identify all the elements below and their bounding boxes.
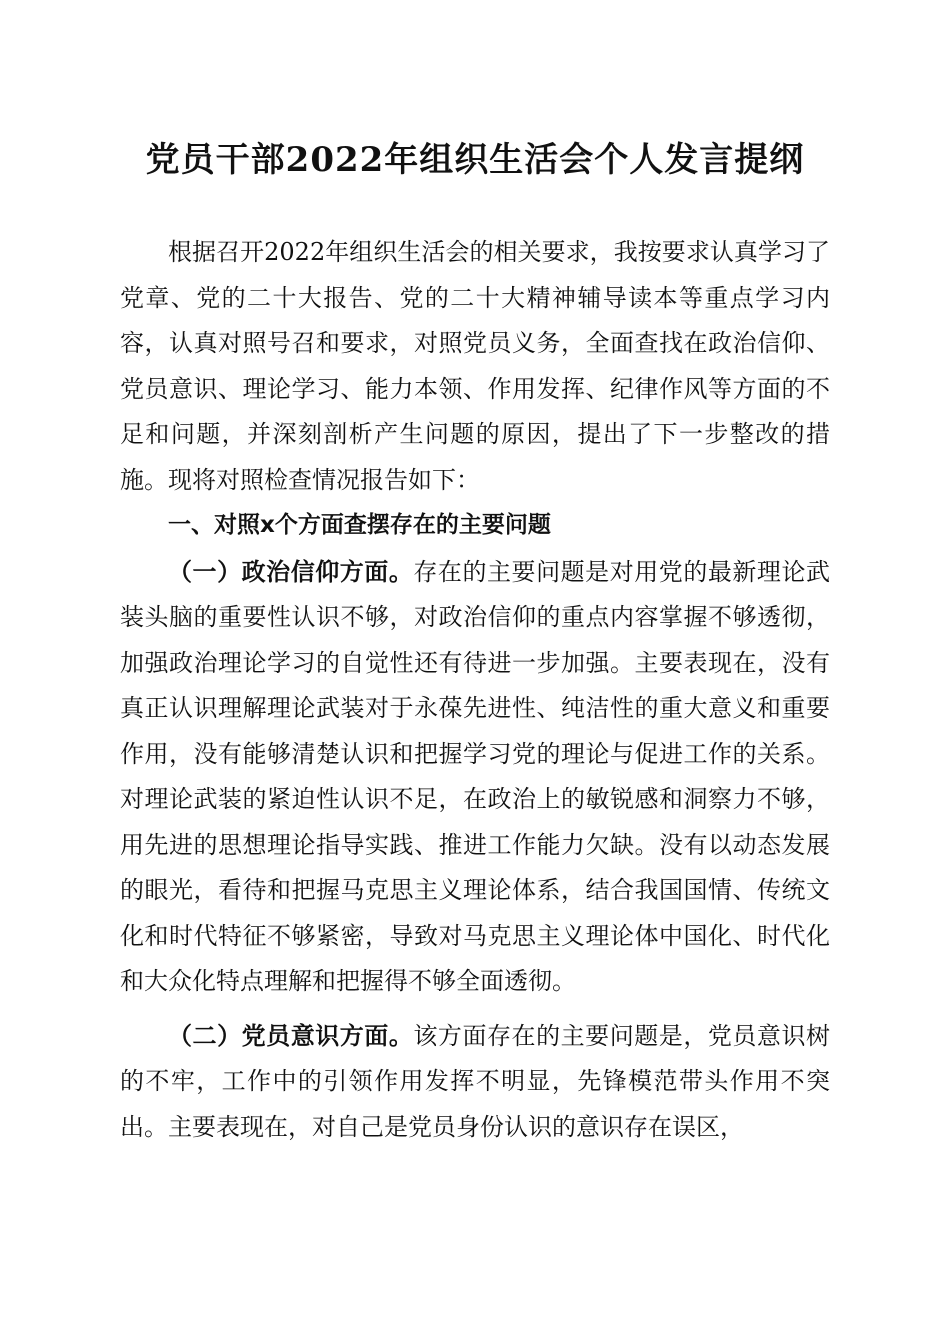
item-paragraph-political-belief	[120, 549, 830, 1005]
item-label-party-awareness: （二）党员意识方面。	[168, 1020, 414, 1050]
item-text-party-awareness: 该方面存在的主要问题是，党员意识树的不牢，工作中的引领作用发挥不明显，先锋模范带头作用不突出。主要表现在，对自己是党员身份认识的意识存在误区，	[120, 1021, 831, 1141]
item-text-political-belief: 存在的主要问题是对用党的最新理论武装头脑的重要性认识不够，对政治信仰的重点内容掌握不够透彻，加强政治理论学习的自觉性还有待进一步加强。主要表现在，没有真正认识理解理论武装对于永葆先进性、纯洁性的重大意义和重要作用，没有能够清楚认识和把握学习党的理论与促进工作的关系。对理论武装的紧迫性认识不足，在政治上的敏锐感和洞察力不够，用先进的思想理论指导实践、推进工作能力欠缺。没有以动态发展的眼光，看待和把握马克思主义理论体系，结合我国国情、传统文化和时代特征不够紧密，导致对马克思主义理论体中国化、时代化和大众化特点理解和把握得不够全面透彻。	[120, 557, 831, 995]
item-label-political-belief: （一）政治信仰方面。	[168, 556, 414, 586]
document-body	[120, 230, 830, 1150]
item-paragraph-party-awareness	[120, 1013, 830, 1151]
document-title: 党员干部2022年组织生活会个人发言提纲	[145, 140, 805, 180]
intro-paragraph: 根据召开2022年组织生活会的相关要求，我按要求认真学习了党章、党的二十大报告、党的二十大精神辅导读本等重点学习内容，认真对照号召和要求，对照党员义务，全面查找在政治信仰、党员意识、理论学习、能力本领、作用发挥、纪律作风等方面的不足和问题，并深刻剖析产生问题的原因，提出了下一步整改的措施。现将对照检查情况报告如下：	[120, 238, 830, 494]
paragraph-gap	[120, 1005, 830, 1013]
section-heading: 一、对照x个方面查摆存在的主要问题	[168, 512, 551, 538]
